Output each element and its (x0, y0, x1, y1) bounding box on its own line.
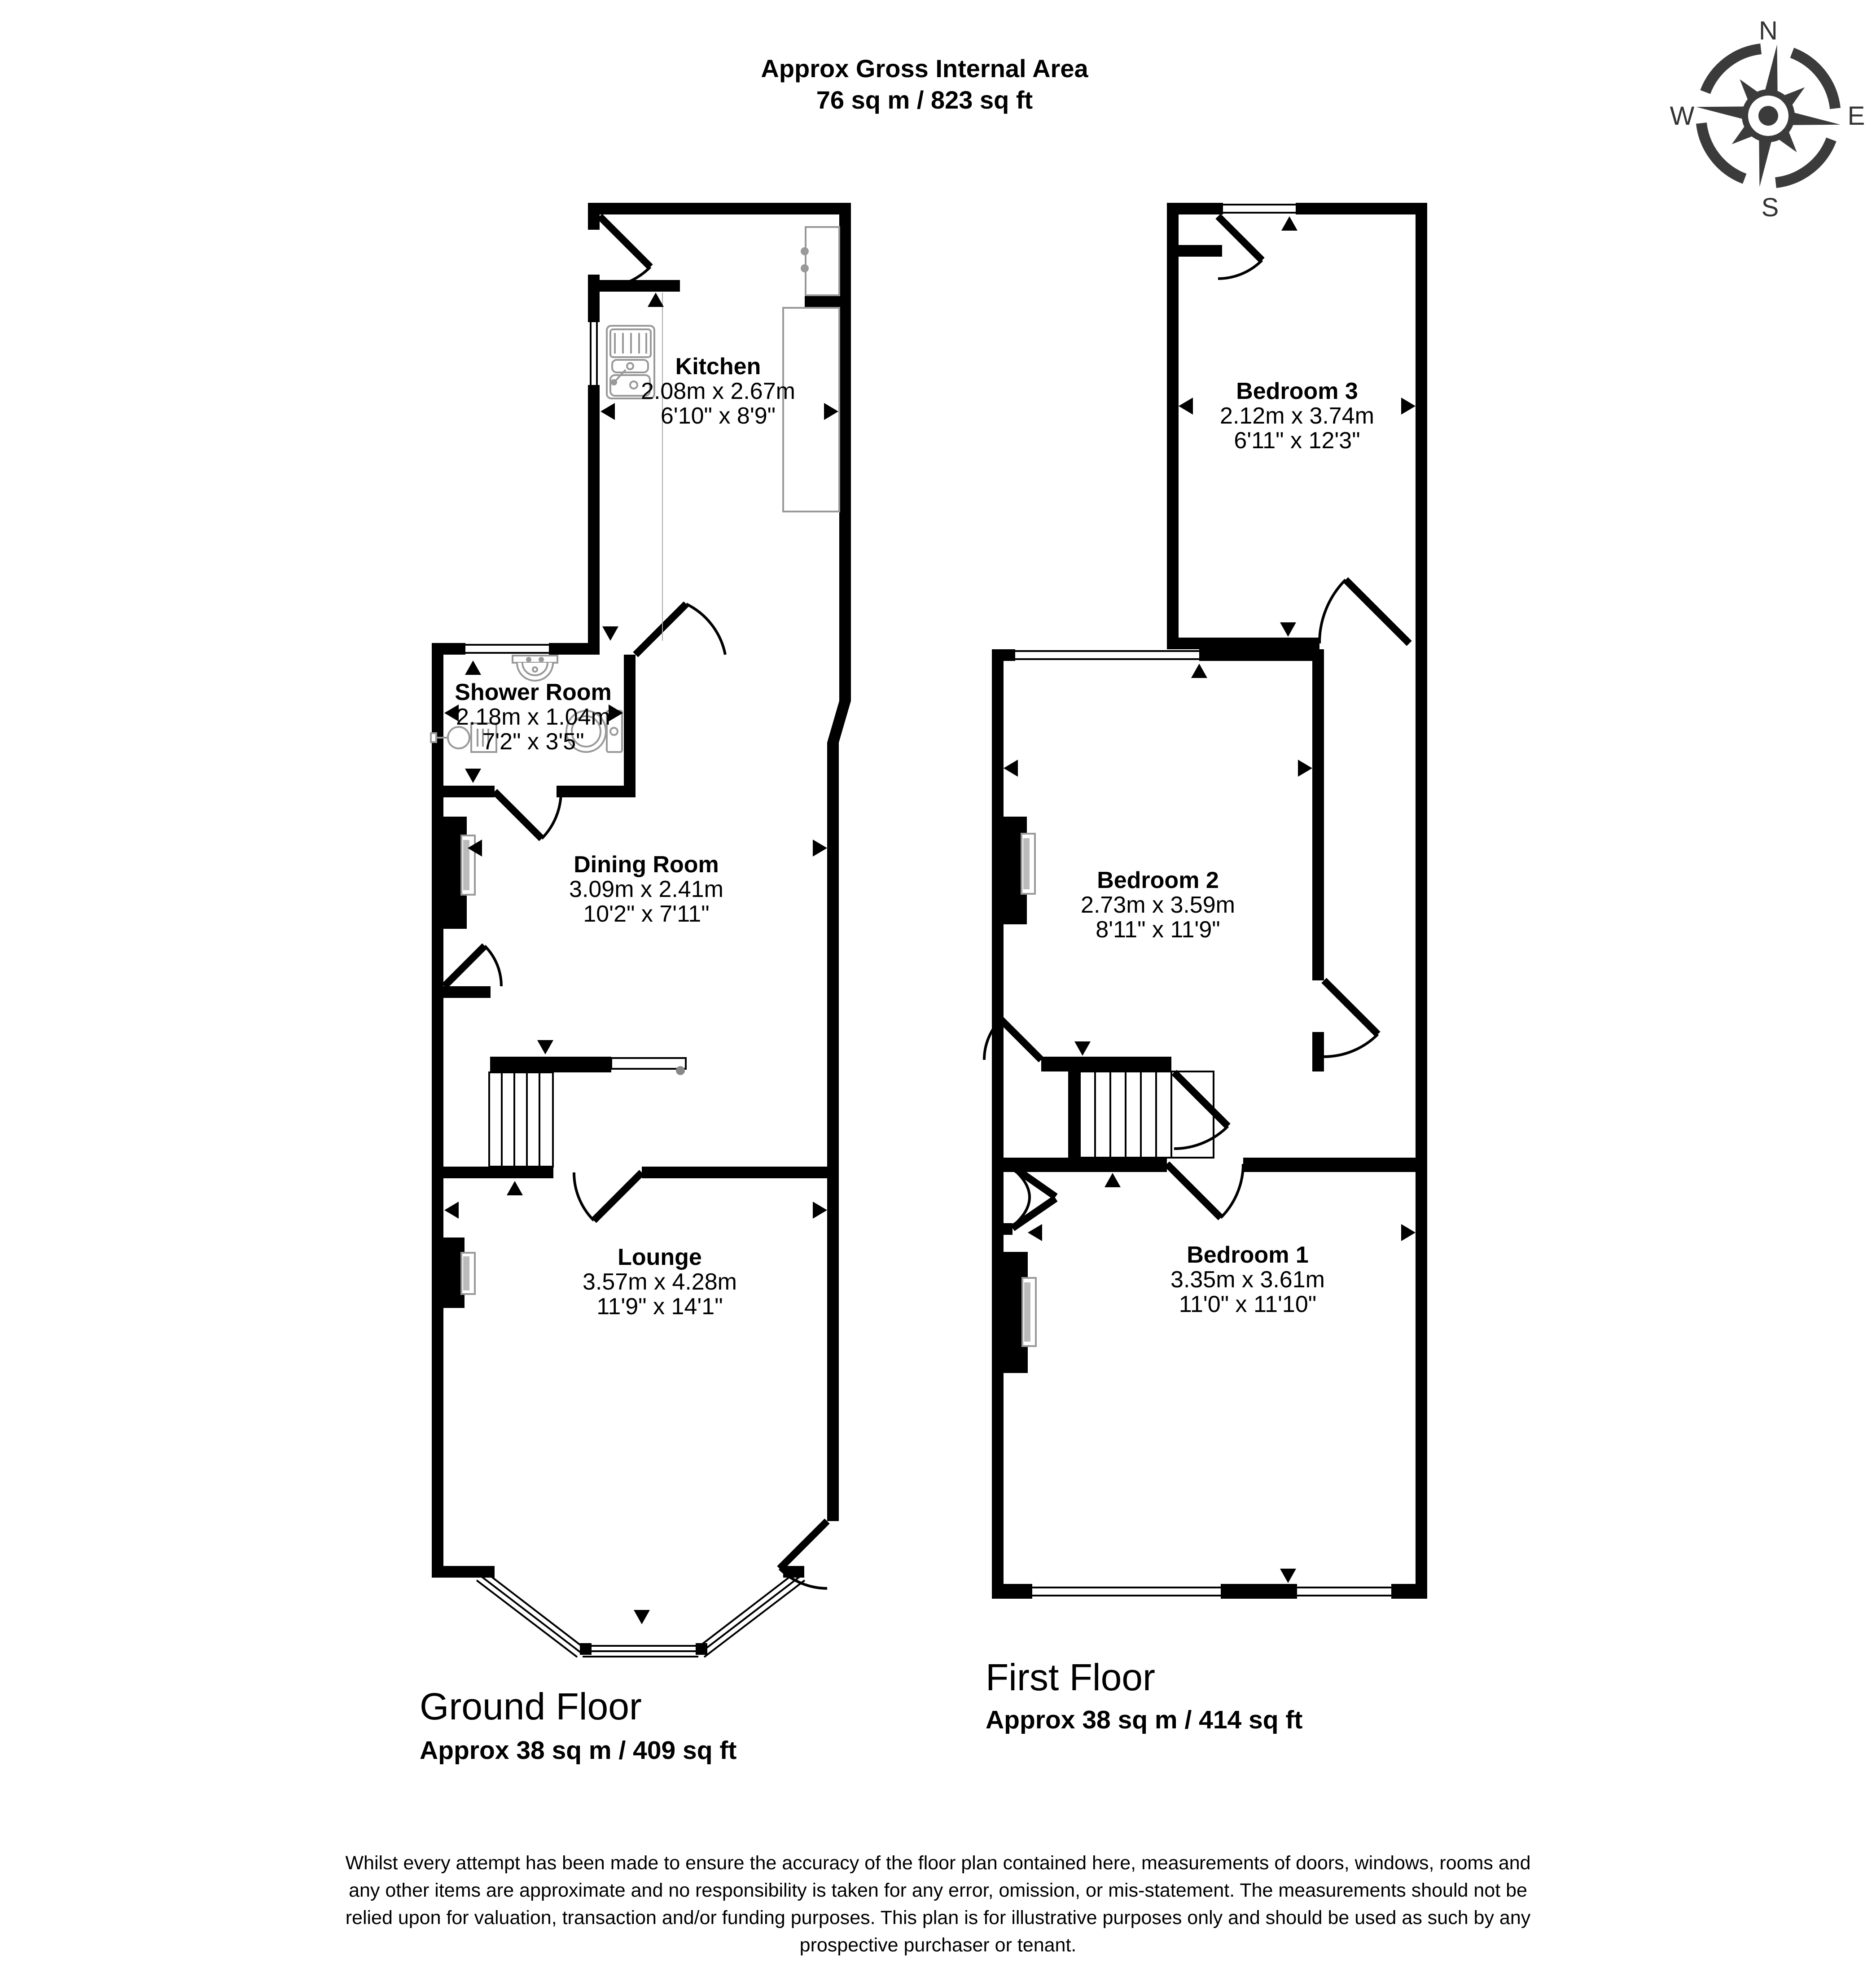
room-imperial: 7'2" x 3'5" (482, 729, 584, 755)
title-line1: Approx Gross Internal Area (761, 54, 1088, 83)
page-title (655, 53, 1194, 116)
room-imperial: 6'11" x 12'3" (1234, 428, 1360, 454)
bedroom1-fireplace (1022, 1278, 1036, 1346)
room-label-bedroom-1 (1170, 1243, 1325, 1317)
room-label-lounge (583, 1245, 737, 1319)
ground-floor-area: Approx 38 sq m / 409 sq ft (420, 1736, 737, 1765)
dining-fireplace (461, 835, 475, 895)
room-metric: 3.09m x 2.41m (569, 876, 723, 902)
compass-rose-icon (1661, 9, 1876, 224)
stair-handrail (611, 1058, 686, 1069)
room-metric: 3.57m x 4.28m (583, 1269, 737, 1295)
room-name: Shower Room (455, 679, 612, 705)
room-name: Bedroom 1 (1187, 1242, 1309, 1268)
room-metric: 2.73m x 3.59m (1081, 892, 1235, 918)
first-floor-label: First Floor (986, 1656, 1155, 1698)
cupboard-doors (1013, 1167, 1056, 1228)
ground-floor-label: Ground Floor (420, 1685, 642, 1727)
room-name: Lounge (618, 1244, 702, 1270)
compass-north-label: N (1759, 16, 1778, 45)
room-imperial: 11'9" x 14'1" (596, 1294, 723, 1320)
shower-basin-icon (513, 656, 557, 681)
disclaimer-line: relied upon for valuation, transaction and/or funding purposes. This plan is for illustrative purposes only and should be used as such by any (345, 1907, 1531, 1929)
room-metric: 3.35m x 3.61m (1170, 1267, 1325, 1293)
disclaimer-line: prospective purchaser or tenant. (799, 1934, 1077, 1956)
room-name: Dining Room (574, 852, 719, 878)
room-imperial: 6'10" x 8'9" (660, 403, 776, 429)
compass-west-label: W (1670, 101, 1695, 131)
disclaimer-line: any other items are approximate and no responsibility is taken for any error, omission, or mis-statement. The measurements should not be (349, 1880, 1527, 1901)
first-floor-area: Approx 38 sq m / 414 sq ft (986, 1705, 1303, 1734)
disclaimer-line: Whilst every attempt has been made to ensure the accuracy of the floor plan contained here, measurements of doors, windows, rooms and (345, 1852, 1531, 1874)
room-imperial: 11'0" x 11'10" (1179, 1291, 1317, 1317)
first-floor-stairs (1080, 1071, 1214, 1158)
room-imperial: 8'11" x 11'9" (1096, 917, 1220, 943)
ground-floor-windows (465, 322, 597, 653)
room-label-bedroom-2 (1081, 868, 1235, 942)
bedroom2-fireplace (1021, 834, 1035, 894)
room-name: Bedroom 2 (1097, 867, 1219, 893)
ground-floor-stairs (489, 1058, 686, 1167)
room-metric: 2.18m x 1.04m (456, 704, 610, 730)
room-label-bedroom-3 (1220, 379, 1374, 453)
room-label-shower-room (455, 680, 612, 754)
room-label-dining-room (569, 853, 723, 927)
room-imperial: 10'2" x 7'11" (583, 901, 710, 927)
disclaimer (175, 1850, 1701, 1959)
room-metric: 2.08m x 2.67m (641, 378, 795, 404)
title-line2: 76 sq m / 823 sq ft (816, 86, 1033, 114)
room-metric: 2.12m x 3.74m (1220, 403, 1374, 429)
room-label-kitchen (641, 354, 795, 429)
cooker-icon (801, 227, 839, 295)
ground-floor-markers (444, 293, 838, 1624)
compass-south-label: S (1761, 193, 1779, 222)
compass-star (1688, 35, 1850, 196)
room-name: Bedroom 3 (1236, 378, 1358, 404)
lounge-fireplace (461, 1253, 475, 1294)
room-name: Kitchen (675, 354, 761, 380)
compass-east-label: E (1847, 101, 1865, 131)
